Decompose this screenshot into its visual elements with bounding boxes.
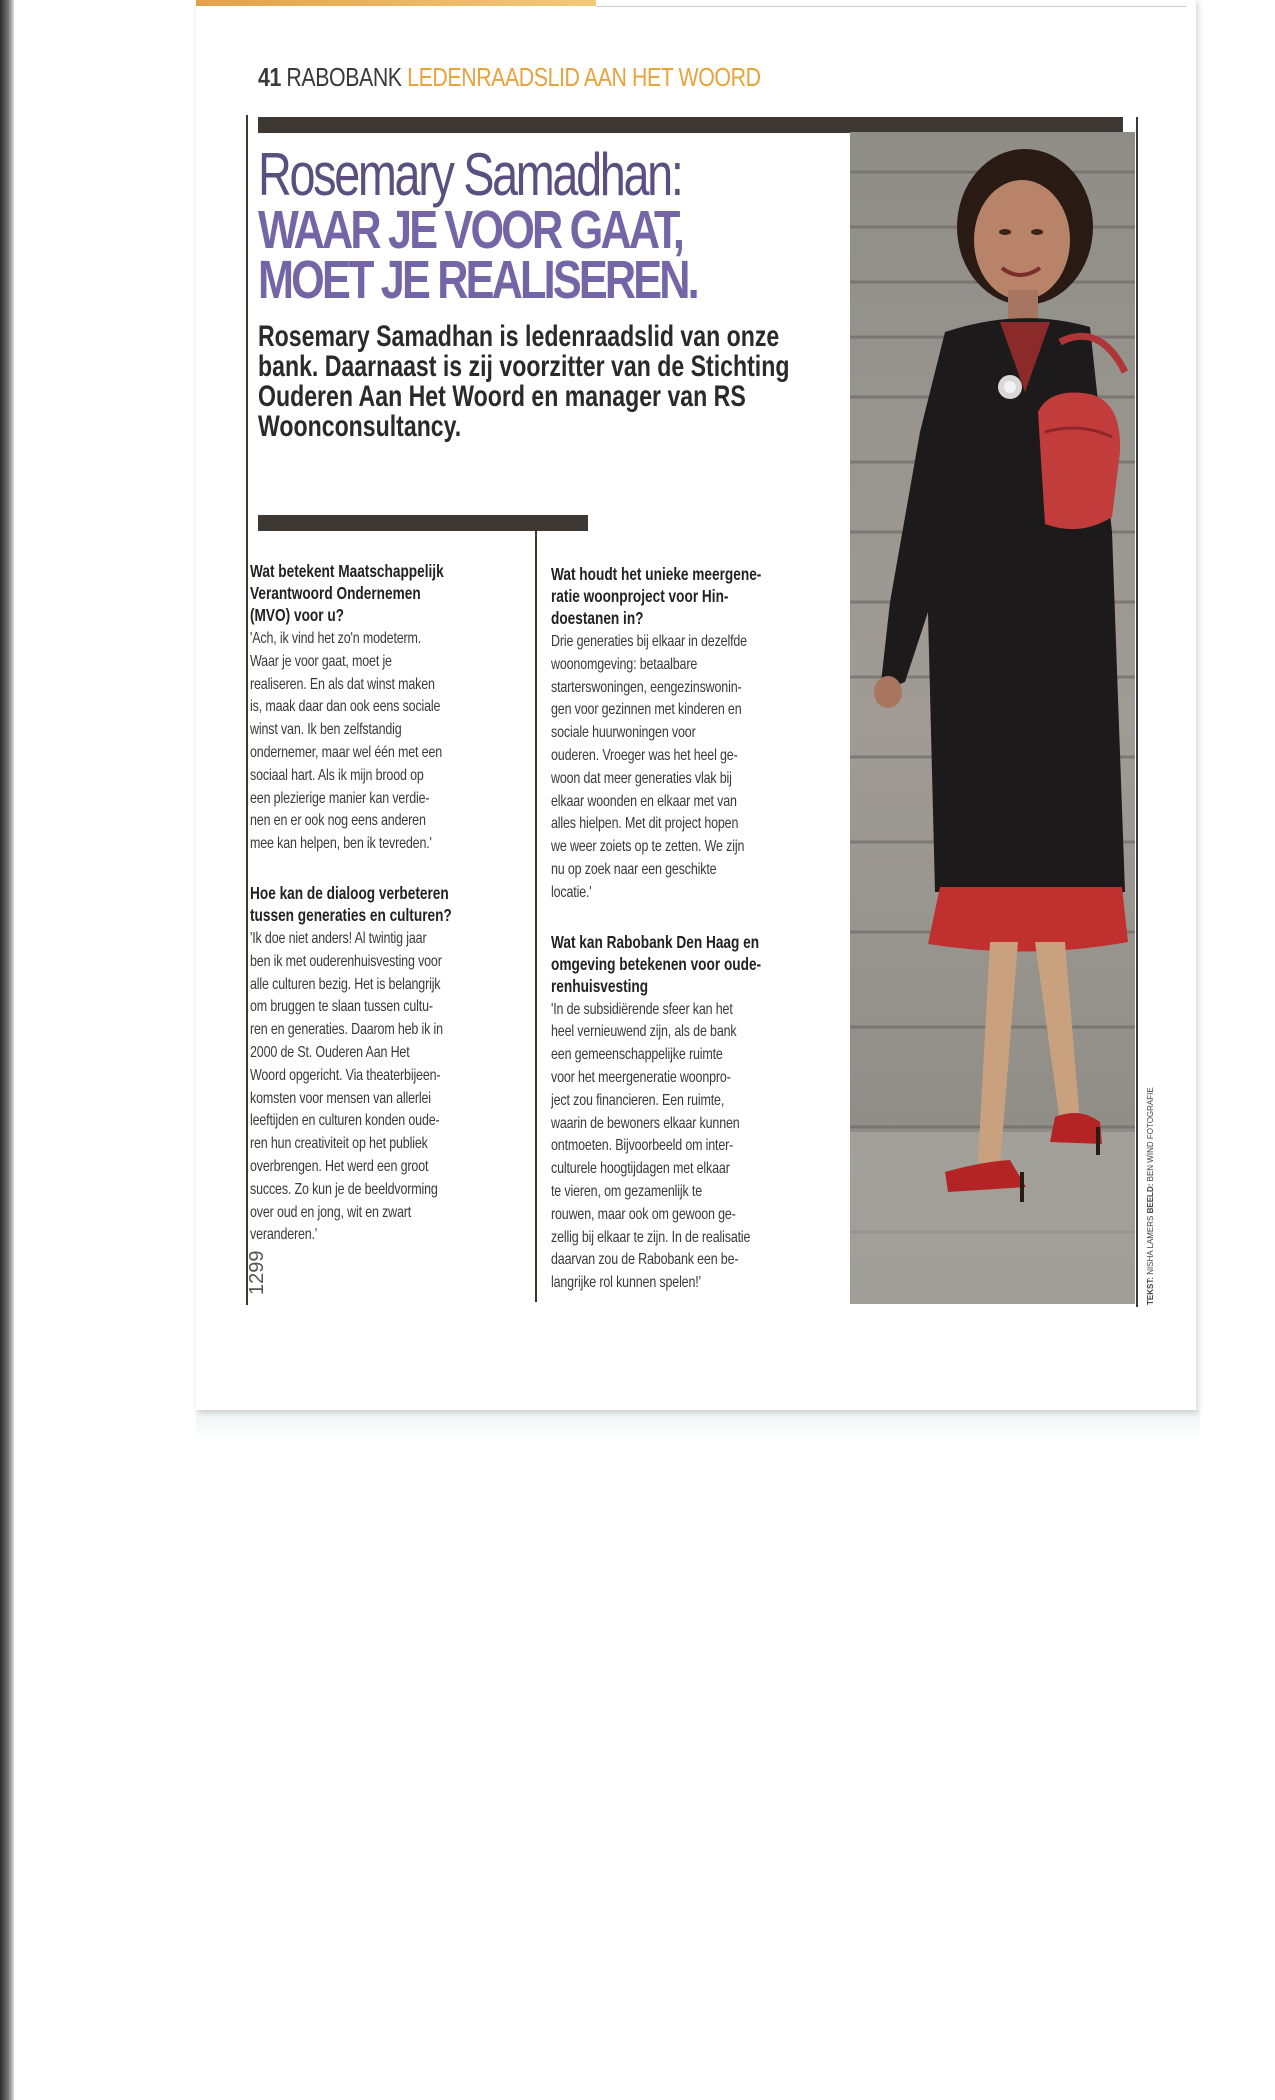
magazine-page xyxy=(196,0,1196,1410)
page-header xyxy=(258,62,761,96)
left-column xyxy=(250,560,534,1273)
article-title xyxy=(258,141,818,310)
answer-rabobank: 'In de subsidiërende sfeer kan het heel vernieuwend zijn, als de bank een gemeenschappelijke ruimte voor het meergeneratie woonpro- ject zou financieren. Een ruimte, waarin de bewoners elkaar kunnen ontmoeten. Bijvoorbeeld om inter- culturele hoogtijdagen met elkaar te vieren, om gezamenlijk te rouwen, maar ook om gewoon ge- zellig bij elkaar te zijn. In de realisatie daarvan zou de Rabobank een be- langrijke rol kunnen spelen!' xyxy=(551,1000,751,1292)
credit-text-value: NISHA LAMERS xyxy=(1146,1215,1155,1275)
issue-number: 41 xyxy=(258,62,281,92)
title-quote-line-2: MOET JE REALISEREN. xyxy=(258,250,697,310)
scan-edge xyxy=(0,0,14,2100)
photo-credit xyxy=(1146,1087,1155,1305)
top-rule xyxy=(596,6,1186,7)
left-vertical-rule xyxy=(246,115,248,1305)
title-quote-line-1: WAAR JE VOOR GAAT, xyxy=(258,200,683,260)
portrait-illustration xyxy=(850,132,1135,1304)
question-mvo: Wat betekent Maatschappelijk Verantwoord Ondernemen (MVO) voor u? xyxy=(250,561,444,625)
title-person-name: Rosemary Samadhan: xyxy=(258,141,682,208)
question-woonproject: Wat houdt het unieke meergene- ratie woonproject voor Hin- doestanen in? xyxy=(551,564,762,628)
answer-dialoog: 'Ik doe niet anders! Al twintig jaar ben ik met ouderenhuisvesting voor alle culturen bezig. Het is belangrijk om bruggen te slaan tussen cultu- ren en generaties. Daarom heb ik in 2000 de St. Ouderen Aan Het Woord opgericht. Via theaterbijeen- komsten voor mensen van allerlei leeftijden en culturen konden oude- ren hun creativiteit op het publiek overbrengen. Het werd een groot succes. Zo kun je de beeldvorming over oud en jong, wit en zwart veranderen.' xyxy=(250,929,443,1244)
section-title: LEDENRAADSLID AAN HET WOORD xyxy=(407,62,761,92)
credit-text-label: TEKST: xyxy=(1146,1277,1155,1305)
brand-name: RABOBANK xyxy=(286,62,402,92)
right-column xyxy=(551,563,835,1321)
credit-photo-value: BEN WIND FOTOGRAFIE xyxy=(1146,1087,1155,1182)
answer-woonproject: Drie generaties bij elkaar in dezelfde woonomgeving: betaalbare starterswoningen, eengezinswonin- gen voor gezinnen met kinderen en sociale huurwoningen voor ouderen. Vroeger was het heel ge- woon dat meer generaties vlak bij elkaar woonden en elkaar met van alles hielpen. Met dit project hopen we weer zoiets op te zetten. We zijn nu op zoek naar een geschikte locatie.' xyxy=(551,633,747,901)
question-rabobank: Wat kan Rabobank Den Haag en omgeving betekenen voor oude- renhuisvesting xyxy=(551,931,762,996)
right-vertical-rule xyxy=(1136,117,1138,1307)
question-dialoog: Hoe kan de dialoog verbeteren tussen generaties en culturen? xyxy=(250,882,452,925)
credit-photo-label: BEELD: xyxy=(1146,1183,1155,1214)
article-intro: Rosemary Samadhan is ledenraadslid van onze bank. Daarnaast is zij voorzitter van de Stichting Ouderen Aan Het Woord en manager van RS Woonconsultancy. xyxy=(258,320,790,443)
answer-mvo: 'Ach, ik vind het zo'n modeterm. Waar je voor gaat, moet je realiseren. En als dat winst maken is, maak daar dan ook eens sociale winst van. Ik ben zelfstandig ondernemer, maar wel één met een sociaal hart. Als ik mijn brood op een plezierige manier kan verdie- nen en er ook nog eens anderen mee kan helpen, ben ik tevreden.' xyxy=(250,630,443,853)
column-vertical-rule xyxy=(535,522,537,1302)
column-divider-bar xyxy=(258,515,588,531)
top-divider-bar xyxy=(258,117,1123,133)
top-color-strip xyxy=(196,0,596,6)
page-number: 1299 xyxy=(246,1250,268,1295)
page-shadow xyxy=(196,1410,1200,1440)
portrait-photo xyxy=(850,132,1135,1304)
